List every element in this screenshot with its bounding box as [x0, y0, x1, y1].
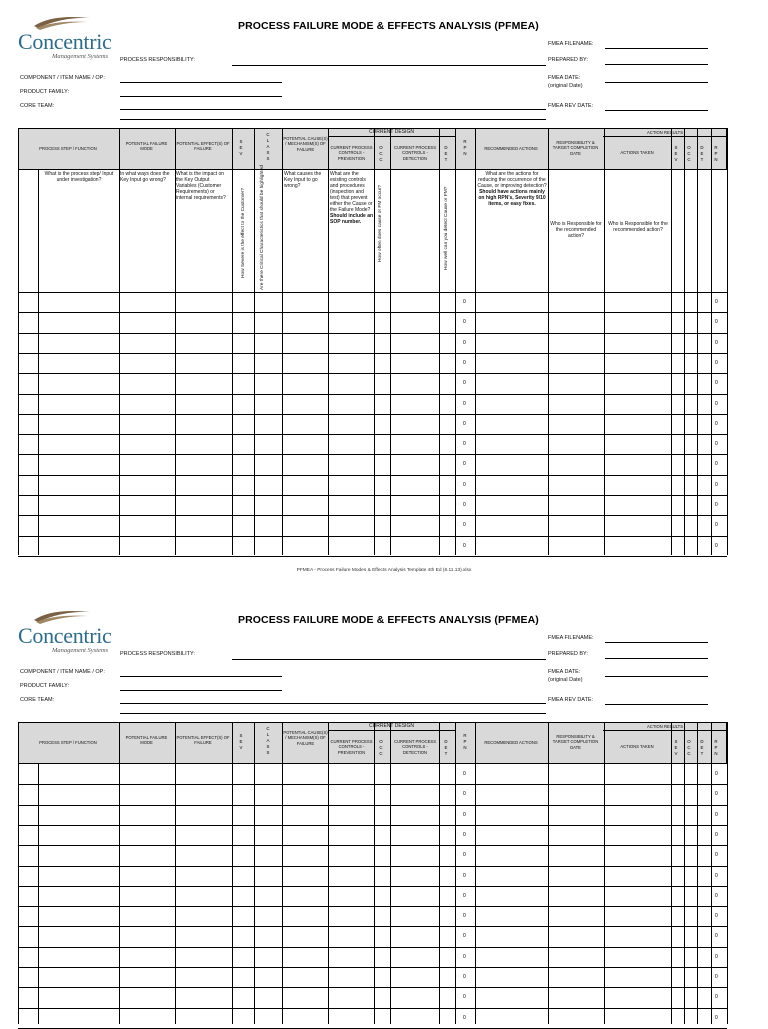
- table-row[interactable]: [18, 495, 727, 496]
- action-results-group-header: ACTION RESULTS: [647, 724, 683, 729]
- original-date-label: (original Date): [548, 83, 583, 89]
- column-divider: [711, 722, 712, 1024]
- result-rpn-value: 0: [715, 502, 718, 508]
- col-result-det: D E T: [700, 739, 704, 756]
- result-rpn-value: 0: [715, 441, 718, 448]
- col-result-rpn: R P N: [714, 739, 718, 756]
- example-recommended-bold: Should have actions mainly on high RPN's, Severity 9/10 items, or easy fixes.: [478, 189, 546, 207]
- fmea-filename-field[interactable]: [605, 642, 708, 643]
- result-rpn-value: 0: [715, 994, 718, 1001]
- core-team-field[interactable]: [120, 109, 546, 110]
- column-divider: [697, 722, 698, 1024]
- table-row[interactable]: [18, 947, 727, 948]
- fmea-date-field[interactable]: [605, 82, 708, 83]
- product-family-field[interactable]: [120, 690, 282, 691]
- example-responsibility: Who is Responsible for the recommended action?: [550, 221, 602, 239]
- example-recommended: [477, 171, 547, 207]
- column-divider: [38, 170, 39, 555]
- rpn-value: 0: [463, 380, 466, 387]
- table-row[interactable]: [18, 536, 727, 537]
- column-divider: [439, 722, 440, 1024]
- column-divider: [475, 722, 476, 1024]
- table-row[interactable]: [18, 434, 727, 435]
- rpn-value: 0: [463, 831, 466, 838]
- rpn-value: 0: [463, 974, 466, 980]
- table-row[interactable]: [18, 475, 727, 476]
- table-row[interactable]: [18, 312, 727, 313]
- result-rpn-value: 0: [715, 299, 718, 305]
- result-rpn-value: 0: [715, 542, 718, 549]
- rpn-value: 0: [463, 913, 466, 920]
- component-field[interactable]: [120, 676, 282, 677]
- fmea-date-label: FMEA DATE:: [548, 669, 581, 675]
- concentric-logo: [18, 14, 128, 60]
- prepared-by-label: PREPARED BY:: [548, 651, 588, 657]
- table-row[interactable]: [18, 845, 727, 846]
- rpn-value: 0: [463, 771, 466, 777]
- column-divider: [328, 128, 329, 555]
- current-design-divider: [328, 730, 455, 731]
- footer-filename: PFMEA - Process Failure Modes & Effects Analysis Template 4th Ed (6.11.13).xlsx: [296, 568, 472, 573]
- brand-tagline: Management Systems: [52, 53, 109, 60]
- col-result-det: D E T: [700, 145, 704, 162]
- table-row[interactable]: [18, 414, 727, 415]
- col-detection: CURRENT PROCESS CONTROLS - DETECTION: [393, 739, 437, 755]
- result-rpn-value: 0: [715, 420, 718, 427]
- rpn-value: 0: [463, 933, 466, 940]
- product-family-label: PRODUCT FAMILY:: [20, 89, 70, 95]
- table-row[interactable]: [18, 333, 727, 334]
- column-divider: [697, 128, 698, 555]
- column-divider: [119, 722, 120, 1024]
- table-row[interactable]: [18, 906, 727, 907]
- col-effects: POTENTIAL EFFECT(S) OF FAILURE: [176, 735, 230, 746]
- table-row[interactable]: [18, 987, 727, 988]
- col-prevention: CURRENT PROCESS CONTROLS - PREVENTION: [330, 739, 373, 755]
- result-rpn-value: 0: [715, 522, 718, 529]
- column-divider: [119, 128, 120, 555]
- col-result-rpn: R P N: [714, 145, 718, 162]
- prepared-by-label: PREPARED BY:: [548, 57, 588, 63]
- process-responsibility-field[interactable]: [232, 65, 546, 66]
- col-occ: O C C: [379, 739, 383, 756]
- col-actions-taken: ACTIONS TAKEN: [620, 150, 654, 155]
- example-class: Are there Critical Characteristics that should be highlighted: [260, 165, 265, 290]
- rpn-value: 0: [463, 502, 466, 508]
- example-process-step: What is the process step/ Input under investigation?: [44, 171, 114, 183]
- column-divider: [374, 722, 375, 1024]
- result-rpn-value: 0: [715, 359, 718, 366]
- col-result-occ: O C C: [687, 145, 691, 162]
- rpn-value: 0: [463, 872, 466, 879]
- column-divider: [684, 128, 685, 555]
- col-causes: POTENTIAL CAUSE(S) / MECHANISM(S) OF FAILURE: [283, 730, 328, 746]
- process-responsibility-label: PROCESS RESPONSIBILITY:: [120, 651, 195, 657]
- table-row[interactable]: [18, 784, 727, 785]
- core-team-field-2[interactable]: [120, 119, 546, 120]
- fmea-date-field[interactable]: [605, 676, 708, 677]
- col-recommended: RECOMMENDED ACTIONS: [484, 740, 538, 745]
- column-divider: [232, 128, 233, 555]
- core-team-field-2[interactable]: [120, 713, 546, 714]
- rpn-value: 0: [463, 953, 466, 960]
- rpn-value: 0: [463, 420, 466, 427]
- component-field[interactable]: [120, 82, 282, 83]
- rpn-value: 0: [463, 299, 466, 305]
- rpn-value: 0: [463, 461, 466, 468]
- column-divider: [711, 128, 712, 555]
- example-prevention: [330, 171, 374, 225]
- result-rpn-value: 0: [715, 319, 718, 326]
- rpn-value: 0: [463, 441, 466, 448]
- result-rpn-value: 0: [715, 974, 718, 980]
- rpn-value: 0: [463, 319, 466, 326]
- result-rpn-value: 0: [715, 771, 718, 777]
- result-rpn-value: 0: [715, 913, 718, 920]
- result-rpn-value: 0: [715, 481, 718, 488]
- rpn-value: 0: [463, 811, 466, 818]
- column-divider: [38, 764, 39, 1024]
- original-date-label: (original Date): [548, 677, 583, 683]
- rpn-value: 0: [463, 359, 466, 366]
- rpn-value: 0: [463, 542, 466, 549]
- example-sev: How Severe is the effect to the Customer?: [241, 187, 246, 278]
- example-prevention-bold: Should include an SOP number.: [330, 213, 374, 225]
- table-row[interactable]: [18, 805, 727, 806]
- example-recommended-text: What are the actions for reducing the occurrence of the Cause, or improving detection?: [477, 171, 547, 189]
- column-divider: [439, 128, 440, 555]
- column-divider: [18, 722, 19, 1024]
- rpn-value: 0: [463, 852, 466, 859]
- column-divider: [390, 128, 391, 555]
- col-actions-taken: ACTIONS TAKEN: [620, 744, 654, 749]
- current-design-divider: [328, 136, 455, 137]
- table-row[interactable]: [18, 515, 727, 516]
- column-divider: [727, 128, 728, 555]
- core-team-field[interactable]: [120, 703, 546, 704]
- result-rpn-value: 0: [715, 791, 718, 798]
- rpn-value: 0: [463, 791, 466, 798]
- example-occ: How often does cause or FM occur?: [378, 184, 383, 262]
- table-row[interactable]: [18, 394, 727, 395]
- table-row[interactable]: [18, 353, 727, 354]
- column-divider: [390, 722, 391, 1024]
- column-divider: [548, 128, 549, 555]
- column-divider: [455, 722, 456, 1024]
- current-design-group-header: CURRENT DESIGN: [369, 129, 414, 135]
- example-prevention-text: What are the existing controls and procedures (inspection and test) that prevent either the Cause or the Failure Mode?: [330, 171, 373, 213]
- col-effects: POTENTIAL EFFECT(S) OF FAILURE: [176, 141, 230, 152]
- column-divider: [282, 722, 283, 1024]
- core-team-label: CORE TEAM:: [20, 697, 55, 703]
- col-det: D E T: [444, 739, 448, 756]
- col-rpn: R P N: [463, 139, 467, 156]
- table-row[interactable]: [18, 825, 727, 826]
- example-row-divider: [18, 292, 727, 293]
- rpn-value: 0: [463, 522, 466, 529]
- fmea-rev-date-label: FMEA REV DATE:: [548, 697, 594, 703]
- col-result-sev: S E V: [674, 145, 678, 162]
- prepared-by-field[interactable]: [605, 658, 708, 659]
- fmea-date-label: FMEA DATE:: [548, 75, 581, 81]
- column-divider: [282, 128, 283, 555]
- column-divider: [455, 128, 456, 555]
- result-rpn-value: 0: [715, 953, 718, 960]
- brand-name: Concentric: [18, 623, 112, 648]
- result-rpn-value: 0: [715, 1014, 718, 1021]
- result-rpn-value: 0: [715, 339, 718, 346]
- column-divider: [175, 128, 176, 555]
- col-det: D E T: [444, 145, 448, 162]
- fmea-filename-field[interactable]: [605, 48, 708, 49]
- example-failure-mode: In what ways does the Key Input go wrong?: [120, 171, 170, 183]
- action-results-divider: [603, 730, 727, 731]
- result-rpn-value: 0: [715, 811, 718, 818]
- rpn-value: 0: [463, 400, 466, 407]
- product-family-field[interactable]: [120, 96, 282, 97]
- action-results-group-header: ACTION RESULTS: [647, 130, 683, 135]
- logo-swoosh-icon: [32, 608, 92, 624]
- result-rpn-value: 0: [715, 461, 718, 468]
- fmea-filename-label: FMEA FILENAME:: [548, 41, 594, 47]
- col-prevention: CURRENT PROCESS CONTROLS - PREVENTION: [330, 145, 373, 161]
- column-divider: [604, 722, 605, 1024]
- table-row[interactable]: [18, 454, 727, 455]
- col-recommended: RECOMMENDED ACTIONS: [484, 146, 538, 151]
- rpn-value: 0: [463, 1014, 466, 1021]
- col-responsibility: RESPONSIBILITY & TARGET COMPLETION DATE: [552, 734, 599, 750]
- prepared-by-field[interactable]: [605, 64, 708, 65]
- table-row[interactable]: [18, 1008, 727, 1009]
- current-design-group-header: CURRENT DESIGN: [369, 723, 414, 729]
- fmea-filename-label: FMEA FILENAME:: [548, 635, 594, 641]
- table-row[interactable]: [18, 556, 727, 557]
- rpn-value: 0: [463, 481, 466, 488]
- example-actions-taken: Who is Responsible for the recommended action?: [608, 221, 668, 233]
- rpn-value: 0: [463, 994, 466, 1001]
- table-row[interactable]: [18, 866, 727, 867]
- col-process-step: PROCESS STEP / FUNCTION: [39, 740, 97, 745]
- column-divider: [175, 722, 176, 1024]
- table-row[interactable]: [18, 967, 727, 968]
- column-divider: [232, 722, 233, 1024]
- result-rpn-value: 0: [715, 892, 718, 899]
- col-result-sev: S E V: [674, 739, 678, 756]
- column-divider: [18, 128, 19, 555]
- fmea-rev-date-field[interactable]: [605, 704, 708, 705]
- example-causes: What causes the Key Input to go wrong?: [284, 171, 322, 189]
- brand-name: Concentric: [18, 29, 112, 54]
- col-causes: POTENTIAL CAUSE(S) / MECHANISM(S) OF FAILURE: [283, 136, 328, 152]
- col-responsibility: RESPONSIBILITY & TARGET COMPLETION DATE: [552, 140, 599, 156]
- col-failure-mode: POTENTIAL FAILURE MODE: [125, 735, 168, 746]
- process-responsibility-field[interactable]: [232, 659, 546, 660]
- result-rpn-value: 0: [715, 933, 718, 940]
- table-row[interactable]: [18, 926, 727, 927]
- table-row[interactable]: [18, 886, 727, 887]
- column-divider: [671, 128, 672, 555]
- concentric-logo: [18, 608, 128, 654]
- fmea-rev-date-label: FMEA REV DATE:: [548, 103, 594, 109]
- rpn-value: 0: [463, 339, 466, 346]
- col-detection: CURRENT PROCESS CONTROLS - DETECTION: [393, 145, 437, 161]
- column-divider: [604, 128, 605, 555]
- result-rpn-value: 0: [715, 831, 718, 838]
- result-rpn-value: 0: [715, 400, 718, 407]
- col-class: C L A S S: [266, 132, 270, 161]
- column-divider: [328, 722, 329, 1024]
- example-det: How well can you detect Cause or FM?: [444, 186, 449, 270]
- col-occ: O C C: [379, 145, 383, 162]
- result-rpn-value: 0: [715, 852, 718, 859]
- core-team-label: CORE TEAM:: [20, 103, 55, 109]
- page-title: PROCESS FAILURE MODE & EFFECTS ANALYSIS (PFMEA): [238, 20, 539, 32]
- process-responsibility-label: PROCESS RESPONSIBILITY:: [120, 57, 195, 63]
- product-family-label: PRODUCT FAMILY:: [20, 683, 70, 689]
- column-divider: [475, 128, 476, 555]
- fmea-rev-date-field[interactable]: [605, 110, 708, 111]
- logo-swoosh-icon: [32, 14, 92, 30]
- column-divider: [254, 128, 255, 555]
- column-divider: [727, 722, 728, 1024]
- column-divider: [254, 722, 255, 1024]
- col-rpn: R P N: [463, 733, 467, 750]
- component-label: COMPONENT / ITEM NAME / OP:: [20, 75, 105, 81]
- column-divider: [684, 722, 685, 1024]
- result-rpn-value: 0: [715, 380, 718, 387]
- component-label: COMPONENT / ITEM NAME / OP:: [20, 669, 105, 675]
- page-title: PROCESS FAILURE MODE & EFFECTS ANALYSIS (PFMEA): [238, 614, 539, 626]
- table-row[interactable]: [18, 373, 727, 374]
- example-effects: What is the impact on the Key Output Variables (Customer Requirements) or internal requirements?: [176, 171, 226, 201]
- action-results-divider: [603, 136, 727, 137]
- column-divider: [671, 722, 672, 1024]
- column-divider: [374, 128, 375, 555]
- col-class: C L A S S: [266, 726, 270, 755]
- result-rpn-value: 0: [715, 872, 718, 879]
- column-divider: [548, 722, 549, 1024]
- col-process-step: PROCESS STEP / FUNCTION: [39, 146, 97, 151]
- col-sev: S E V: [239, 139, 243, 156]
- col-sev: S E V: [239, 733, 243, 750]
- col-result-occ: O C C: [687, 739, 691, 756]
- rpn-value: 0: [463, 892, 466, 899]
- col-failure-mode: POTENTIAL FAILURE MODE: [125, 141, 168, 152]
- brand-tagline: Management Systems: [52, 647, 109, 654]
